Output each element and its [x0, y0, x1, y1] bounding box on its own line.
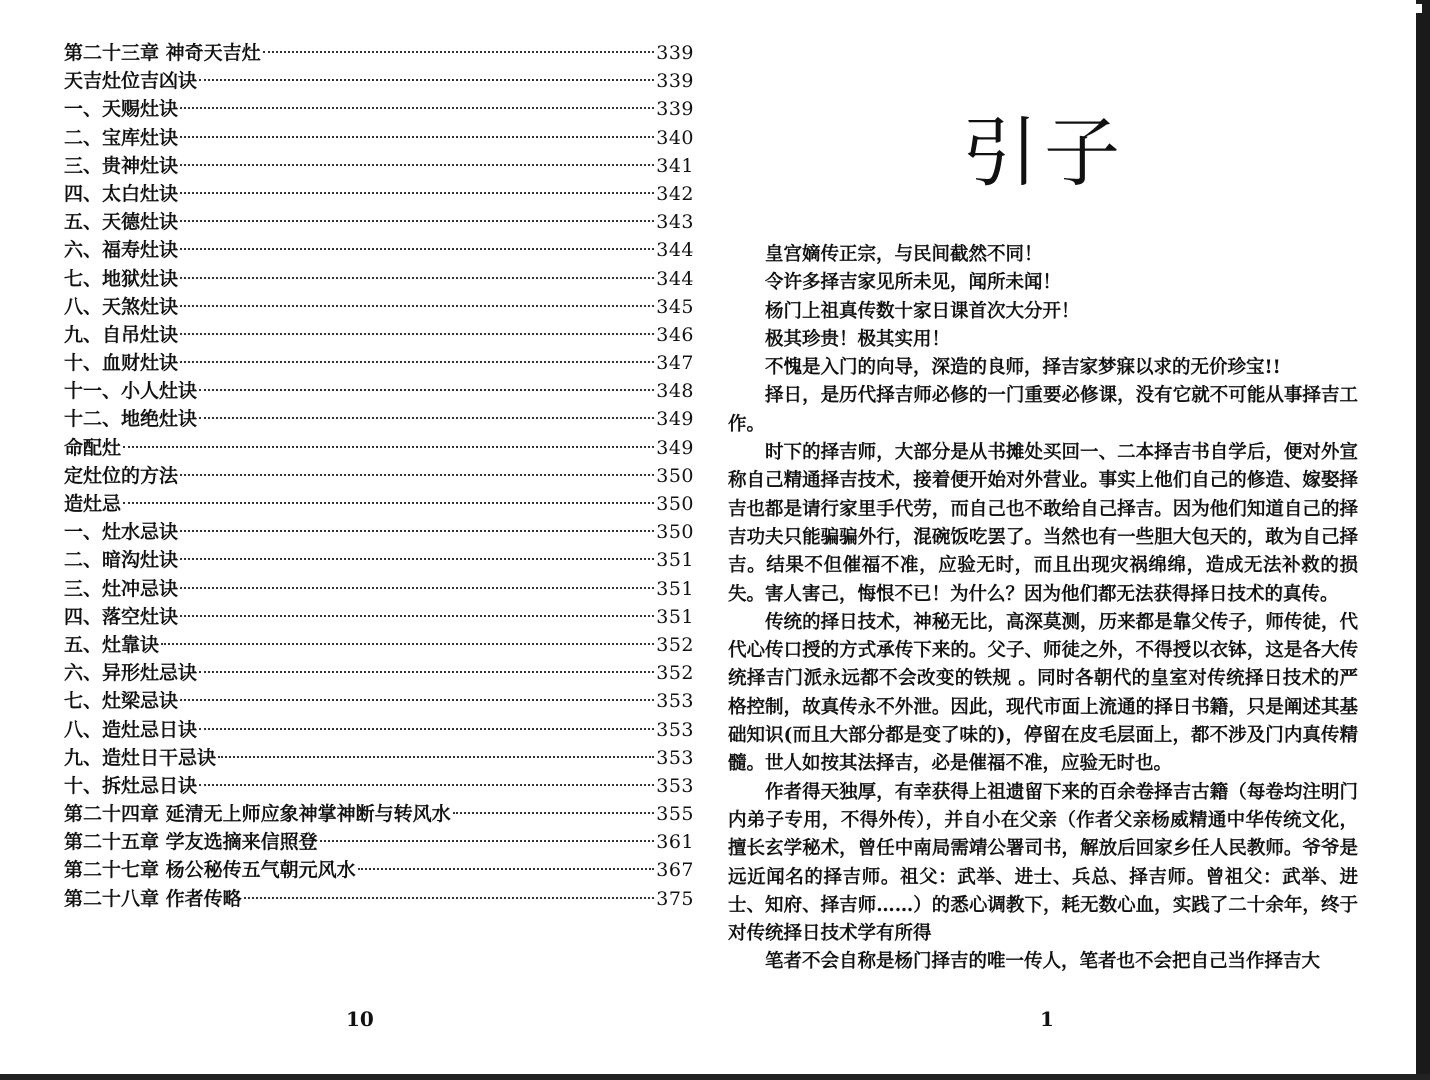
preface-paragraph: 传统的择日技术，神秘无比，高深莫测，历来都是靠父传子，师传徒，代代心传口授的方式承传下来的。父子、师徒之外，不得授以衣钵，这是各大传统择吉门派永远都不会改变的铁规 。同时各朝代的皇室对传统择日技术的严格控制，故真传永不外泄。因此，现代市面上流通的择日书籍，只是阐述其基础知识(而且大部分都是变了味的)，停留在皮毛层面上，都不涉及门内真传精髓。世人如按其法择吉，必是催福不准，应验无时也。 — [728, 611, 1358, 775]
toc-leader-dots — [199, 728, 654, 730]
toc-leader-dots — [123, 502, 654, 504]
toc-entry — [64, 151, 694, 179]
toc-leader-dots — [180, 615, 654, 617]
toc-entry-title: 九、自吊灶诀 — [64, 323, 179, 346]
toc-entry-title: 造灶忌 — [64, 493, 122, 515]
toc-leader-dots — [123, 446, 654, 448]
preface-paragraph: 笔者不会自称是杨门择吉的唯一传人，笔者也不会把自己当作择吉大 — [765, 951, 1321, 973]
toc-entry-page: 347 — [656, 352, 694, 375]
toc-leader-dots — [161, 643, 654, 645]
preface-title: 引子 — [962, 108, 1126, 197]
toc-entry-title: 第二十三章 神奇天吉灶 — [64, 42, 261, 64]
toc-leader-dots — [180, 558, 654, 560]
scan-edge-notch — [1416, 4, 1422, 13]
toc-entry-page: 353 — [656, 718, 694, 741]
toc-entry-page: 344 — [656, 267, 694, 290]
toc-entry-title: 第二十四章 延清无上师应象神掌神断与转风水 — [64, 803, 451, 826]
toc-entry — [64, 715, 694, 743]
toc-entry — [64, 686, 694, 714]
toc-entry-title: 定灶位的方法 — [64, 464, 179, 487]
toc-leader-dots — [199, 417, 654, 419]
toc-entry — [64, 884, 694, 912]
toc-entry-page: 355 — [656, 803, 694, 826]
toc-entry-page: 349 — [656, 436, 694, 459]
toc-leader-dots — [180, 277, 654, 279]
toc-entry-page: 339 — [656, 98, 694, 121]
toc-entry-title: 二、暗沟灶诀 — [64, 549, 179, 572]
preface-paragraph: 时下的择吉师，大部分是从书摊处买回一、二本择吉书自学后，便对外宣称自己精通择吉技术，接着便开始对外营业。事实上他们自己的修造、嫁娶择吉也都是请行家里手代劳，而自己也不敢给自己择吉。因为他们知道自己的择吉功夫只能骗骗外行，混碗饭吃罢了。当然也有一些胆大包天的，敢为自己择吉。结果不但催福不准，应验无时，而且出现灾祸绵绵，造成无法补救的损失。害人害己，悔恨不已！为什么？因为他们都无法获得择日技术的真传。 — [728, 442, 1358, 605]
toc-leader-dots — [180, 699, 654, 701]
toc-entry-title: 一、灶水忌诀 — [64, 521, 179, 544]
preface-paragraph: 不愧是入门的向导，深造的良师，择吉家梦寐以求的无价珍宝!! — [765, 357, 1281, 379]
toc-entry-page: 375 — [656, 887, 694, 910]
toc-entry — [64, 743, 694, 771]
toc-entry-title: 天吉灶位吉凶诀 — [64, 70, 198, 93]
toc-leader-dots — [218, 756, 654, 758]
toc-entry-page: 353 — [656, 746, 694, 769]
toc-entry-title: 第二十八章 作者传略 — [64, 887, 242, 910]
toc-entry-page: 361 — [656, 831, 694, 854]
toc-entry-page: 345 — [656, 295, 694, 318]
toc-entry — [64, 207, 694, 235]
toc-entry-title: 五、天德灶诀 — [64, 211, 179, 234]
preface-paragraph: 皇宫嫡传正宗，与民间截然不同！ — [765, 244, 1043, 265]
toc-entry-title: 八、造灶忌日诀 — [64, 718, 198, 741]
toc-leader-dots — [180, 220, 654, 222]
preface-paragraph: 极其珍贵！极其实用！ — [765, 328, 951, 350]
toc-entry-title: 十、拆灶忌日诀 — [64, 774, 198, 797]
toc-leader-dots — [180, 333, 654, 335]
preface-paragraph: 择日，是历代择吉师必修的一门重要必修课，没有它就不可能从事择吉工作。 — [728, 385, 1358, 435]
toc-entry — [64, 179, 694, 207]
toc-entry — [64, 264, 694, 292]
toc-entry-title: 九、造灶日干忌诀 — [64, 746, 217, 769]
toc-entry-page: 351 — [656, 577, 694, 600]
toc-leader-dots — [180, 361, 654, 363]
toc-entry — [64, 771, 694, 799]
toc-entry-title: 五、灶靠诀 — [64, 633, 160, 656]
toc-entry-page: 351 — [656, 549, 694, 572]
toc-entry-page: 339 — [656, 70, 694, 93]
toc-entry-page: 340 — [656, 126, 694, 149]
toc-entry — [64, 630, 694, 658]
toc-entry — [64, 348, 694, 376]
toc-entry-title: 六、福寿灶诀 — [64, 239, 179, 262]
toc-leader-dots — [453, 812, 655, 814]
toc-entry-page: 351 — [656, 605, 694, 628]
toc-entry-page: 346 — [656, 323, 694, 346]
toc-entry-page: 344 — [656, 239, 694, 262]
toc-entry — [64, 404, 694, 432]
toc-entry-title: 七、地狱灶诀 — [64, 267, 179, 290]
toc-leader-dots — [180, 530, 654, 532]
toc-entry-title: 第二十七章 杨公秘传五气朝元风水 — [64, 859, 356, 882]
toc-entry — [64, 827, 694, 855]
toc-leader-dots — [180, 136, 654, 138]
toc-entry-title: 八、天煞灶诀 — [64, 295, 179, 318]
toc-entry — [64, 517, 694, 545]
toc-entry — [64, 123, 694, 151]
preface-body — [728, 241, 1358, 977]
toc-entry-title: 七、灶梁忌诀 — [64, 690, 179, 713]
table-of-contents — [64, 38, 694, 912]
toc-entry — [64, 235, 694, 263]
preface-paragraph: 杨门上祖真传数十家日课首次大分开！ — [765, 300, 1080, 322]
toc-leader-dots — [180, 587, 654, 589]
right-page-number: 1 — [1040, 1007, 1054, 1031]
toc-entry-title: 十二、地绝灶诀 — [64, 408, 198, 431]
toc-entry-title: 十、血财灶诀 — [64, 352, 179, 375]
toc-leader-dots — [263, 51, 655, 53]
toc-leader-dots — [199, 79, 654, 81]
toc-entry — [64, 94, 694, 122]
toc-entry-page: 343 — [656, 211, 694, 234]
toc-leader-dots — [199, 671, 654, 673]
toc-entry-title: 第二十五章 学友选摘来信照登 — [64, 831, 318, 854]
toc-entry — [64, 38, 694, 66]
toc-entry-title: 三、灶冲忌诀 — [64, 577, 179, 600]
toc-entry — [64, 855, 694, 883]
toc-entry-page: 342 — [656, 182, 694, 205]
toc-leader-dots — [180, 305, 654, 307]
toc-entry-page: 348 — [656, 380, 694, 403]
toc-entry — [64, 376, 694, 404]
toc-entry-page: 353 — [656, 690, 694, 713]
toc-entry — [64, 799, 694, 827]
left-page-number: 10 — [346, 1007, 374, 1031]
toc-entry-page: 349 — [656, 408, 694, 431]
toc-entry-title: 命配灶 — [64, 436, 122, 459]
preface-paragraph: 令许多择吉家见所未见，闻所未闻！ — [765, 272, 1062, 294]
toc-entry-page: 353 — [656, 774, 694, 797]
toc-entry-page: 352 — [656, 662, 694, 685]
toc-entry — [64, 66, 694, 94]
toc-leader-dots — [180, 164, 654, 166]
scan-edge-right — [1416, 0, 1430, 1080]
toc-entry — [64, 433, 694, 461]
toc-entry-title: 十一、小人灶诀 — [64, 380, 198, 403]
toc-leader-dots — [180, 107, 654, 109]
toc-leader-dots — [199, 784, 654, 786]
toc-entry — [64, 461, 694, 489]
toc-entry — [64, 489, 694, 517]
toc-leader-dots — [180, 248, 654, 250]
toc-entry-title: 四、落空灶诀 — [64, 605, 179, 628]
toc-entry-page: 350 — [656, 493, 694, 515]
toc-leader-dots — [244, 897, 655, 899]
toc-entry-page: 341 — [656, 154, 694, 177]
toc-entry-page: 367 — [656, 859, 694, 882]
toc-entry-title: 六、异形灶忌诀 — [64, 662, 198, 685]
toc-entry-page: 350 — [656, 464, 694, 487]
toc-leader-dots — [199, 389, 654, 391]
toc-entry — [64, 658, 694, 686]
toc-entry — [64, 545, 694, 573]
toc-entry — [64, 602, 694, 630]
toc-entry-page: 352 — [656, 633, 694, 656]
toc-entry — [64, 320, 694, 348]
toc-entry-title: 一、天赐灶诀 — [64, 98, 179, 121]
toc-leader-dots — [358, 868, 655, 870]
preface-paragraph: 作者得天独厚，有幸获得上祖遗留下来的百余卷择吉古籍（每卷均注明门内弟子专用，不得外传），并自小在父亲（作者父亲杨威精通中华传统文化，擅长玄学秘术，曾任中南局需靖公署司书，解放后回家乡任人民教师。爷爷是远近闻名的择吉师。祖父：武举、进士、兵总、择吉师。曾祖父：武举、进士、知府、择吉师……）的悉心调教下，耗无数心血，实践了二十余年，终于对传统择日技术学有所得 — [728, 781, 1358, 945]
toc-entry-title: 二、宝库灶诀 — [64, 126, 179, 149]
toc-entry — [64, 574, 694, 602]
scan-edge-bottom — [0, 1074, 1430, 1080]
toc-entry-page: 339 — [656, 42, 694, 64]
toc-leader-dots — [320, 840, 655, 842]
toc-entry-title: 三、贵神灶诀 — [64, 154, 179, 177]
toc-entry-page: 350 — [656, 521, 694, 544]
toc-entry-title: 四、太白灶诀 — [64, 182, 179, 205]
toc-leader-dots — [180, 474, 654, 476]
toc-leader-dots — [180, 192, 654, 194]
toc-entry — [64, 292, 694, 320]
